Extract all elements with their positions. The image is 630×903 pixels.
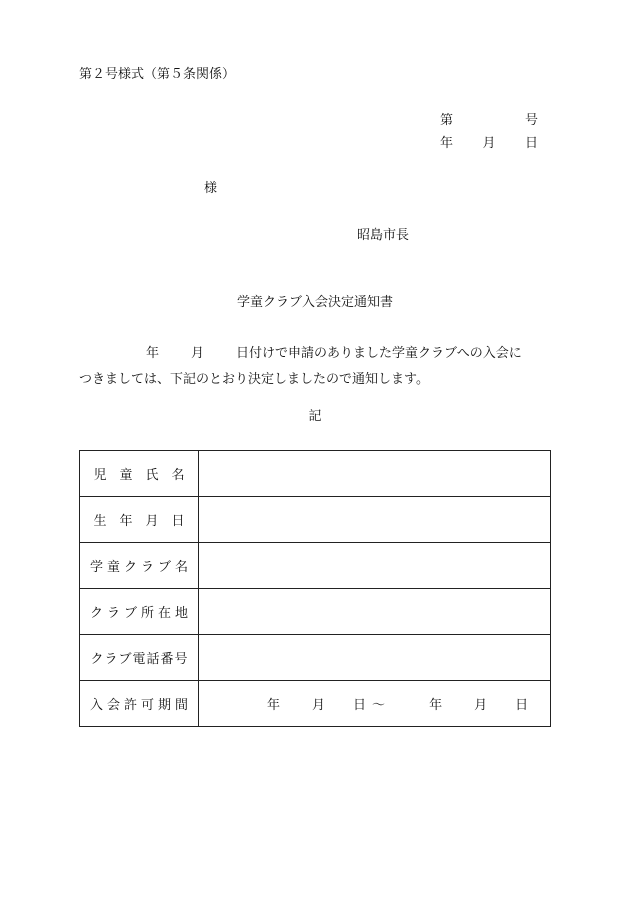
period-end-month: 月 (474, 698, 488, 713)
period-start-year: 年 (267, 698, 281, 713)
table-row (80, 635, 551, 681)
info-table (79, 450, 551, 727)
body-text (79, 341, 559, 393)
body-year: 年 (146, 346, 160, 361)
document-title: 学童クラブ入会決定通知書 (236, 295, 393, 310)
doc-no-prefix: 第 (440, 113, 454, 128)
value-club-phone (199, 635, 551, 681)
table-row (80, 497, 551, 543)
document-number (440, 114, 538, 127)
value-club-address (199, 589, 551, 635)
sender: 昭島市長 (357, 228, 410, 243)
value-child-name (199, 451, 551, 497)
table-row (80, 589, 551, 635)
value-club-name (199, 543, 551, 589)
table-row (80, 543, 551, 589)
period-end-year: 年 (429, 698, 443, 713)
form-id: 第２号様式（第５条関係） (79, 67, 236, 82)
issue-date-day: 日 (524, 136, 538, 151)
issue-date (440, 137, 538, 150)
value-admission-period (199, 681, 551, 727)
issue-date-month: 月 (482, 136, 496, 151)
label-club-phone: クラブ電話番号 (90, 652, 189, 667)
body-line-1-rest: 日付けで申請のありました学童クラブへの入会に (236, 346, 522, 361)
value-birthdate (199, 497, 551, 543)
period-end-day: 日 (515, 698, 529, 713)
period-start-month: 月 (312, 698, 326, 713)
body-month: 月 (191, 346, 205, 361)
table-row (80, 451, 551, 497)
label-child-name: 児童氏名 (93, 468, 198, 483)
label-birthdate: 生年月日 (93, 514, 198, 529)
label-club-name: 学童クラブ名 (89, 560, 192, 575)
doc-no-suffix: 号 (524, 113, 538, 128)
label-club-address: クラブ所在地 (89, 606, 192, 621)
period-tilde: ～ (372, 698, 386, 713)
body-line-2: つきましては、下記のとおり決定しましたので通知します。 (79, 372, 429, 387)
period-values (199, 694, 550, 713)
addressee: 様 (204, 181, 218, 196)
label-admission-period: 入会許可期間 (89, 698, 192, 713)
issue-date-year: 年 (440, 136, 454, 151)
period-start-day: 日 (353, 698, 367, 713)
table-row (80, 681, 551, 727)
ki-heading: 記 (308, 409, 322, 424)
body-line-1 (79, 341, 559, 367)
